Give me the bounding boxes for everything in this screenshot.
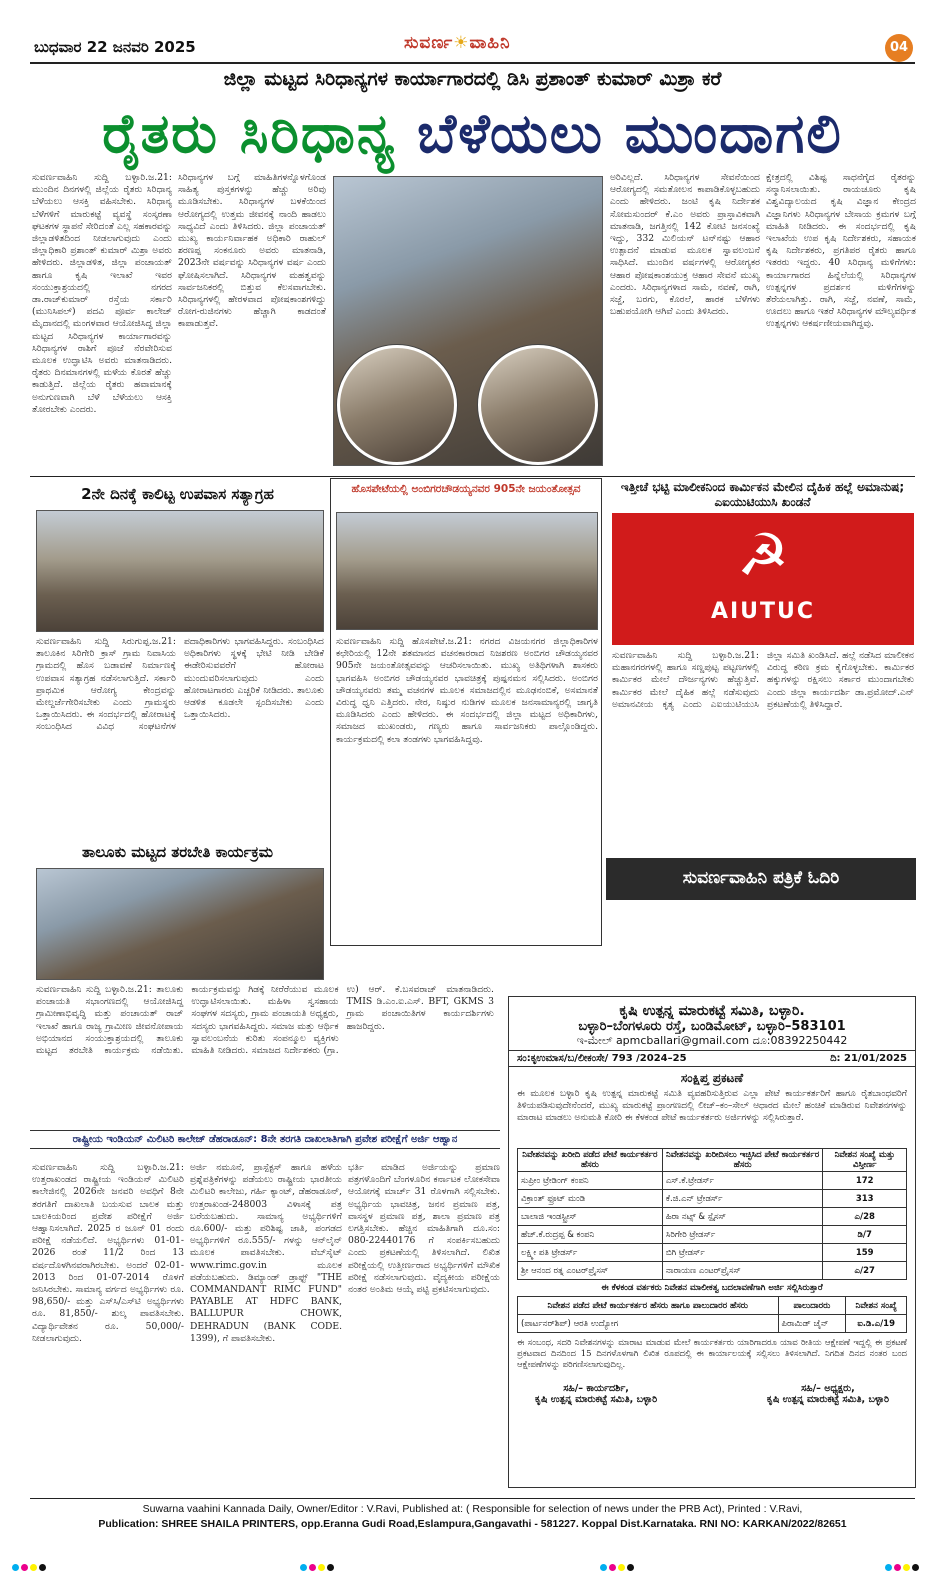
masthead <box>0 0 945 66</box>
tender2-header-plot: ನಿವೇಶನ ಸಂಖ್ಯೆ <box>846 1297 907 1315</box>
logo-sun-icon: ☀ <box>453 33 470 53</box>
table-row <box>518 1190 907 1208</box>
training-photo-fill <box>37 869 323 979</box>
seller-cell: ಬಾಲಾಜಿ ಇಂಡಸ್ಟ್ರೀಸ್ <box>518 1208 663 1226</box>
print-registration-marks-center-left <box>300 1556 336 1566</box>
buyer-cell: ಎಸ್.ಕೆ.ಟ್ರೇಡರ್ಸ್ <box>662 1172 823 1190</box>
aiutuc-logo-panel <box>612 513 914 645</box>
training-photo <box>36 868 324 980</box>
headline-part-b: ಬೆಳೆಯಲು ಮುಂದಾಗಲಿ <box>417 102 843 165</box>
training-text: ಸುವರ್ಣವಾಹಿನಿ ಸುದ್ದಿ ಬಳ್ಳಾರಿ.ಜ.21: ತಾಲೂಕು ಪಂಚಾಯತಿ ಸಭಾಂಗಣದಲ್ಲಿ ಆಯೋಜಿಸಿದ್ದ ಗ್ರಾಮೀಣಾಭಿವೃದ್ಧಿ ಮತ್ತು ಪಂಚಾಯತ್ ರಾಜ್ ಇಲಾಖೆ ಹಾಗೂ ರಾಜ್ಯ ಗ್ರಾಮೀಣ ಜೀವನೋಪಾಯ ಅಭಿಯಾನದ ಸಂಯುಕ್ತಾಶ್ರಯದಲ್ಲಿ ತಾಲೂಕು ಮಟ್ಟದ ತರಬೇತಿ ಕಾರ್ಯಕ್ರಮ ನಡೆಯಿತು. ಕಾರ್ಯಕ್ರಮವನ್ನು ಗಿಡಕ್ಕೆ ನೀರೆರೆಯುವ ಮೂಲಕ ಉದ್ಘಾಟಿಸಲಾಯಿತು. ಮಹಿಳಾ ಸ್ವಸಹಾಯ ಸಂಘಗಳ ಸದಸ್ಯರು, ಗ್ರಾಮ ಪಂಚಾಯತಿ ಅಧ್ಯಕ್ಷರು, ಸದಸ್ಯರು ಭಾಗವಹಿಸಿದ್ದರು. ಸಮಾಜ ಮತ್ತು ಆರ್ಥಿಕ ಸ್ವಾವಲಂಬನೆಯ ಕುರಿತು ಸಂಪನ್ಮೂಲ ವ್ಯಕ್ತಿಗಳು ಮಾಹಿತಿ ನೀಡಿದರು. ಸಮಾಜದ ನಿರ್ದೇಶಕರು (ಗ್ರಾ. ಉ) ಆರ್. ಕೆ.ಬಸವರಾಜ್ ಮಾತನಾಡಿದರು. TMIS ಡಿ.ಎಂ.ಐ.ಎಸ್. BFT, GKMS 3 ಗ್ರಾಮ ಪಂಚಾಯಿತಿಗಳ ಕಾರ್ಯದರ್ಶಿಗಳು ಹಾಜರಿದ್ದರು. <box>36 984 494 1057</box>
tender-header-plot: ನಿವೇಶನ ಸಂಖ್ಯೆ ಮತ್ತು ವಿಸ್ತೀರ್ಣ <box>823 1149 907 1172</box>
headline-part-a: ರೈತರು ಸಿರಿಧಾನ್ಯ <box>102 102 397 165</box>
seller-cell: ಸುಪ್ರೀಂ ಟ್ರೇಡಿಂಗ್ ಕಂಪನಿ <box>518 1172 663 1190</box>
tender-address: ಬಳ್ಳಾರಿ–ಬೆಂಗಳೂರು ರಸ್ತೆ, ಬಂಡಿಮೋಟ್, ಬಳ್ಳಾರಿ–583101 <box>578 1019 846 1034</box>
buyer-cell: ನಾರಾಯಣ ಎಂಟರ್‌ಪ್ರೈಸಸ್ <box>662 1262 823 1280</box>
owner-cell: (ಪಾರ್ಟನರ್‌ಶಿಪ್) ಆರತಿ ಉದ್ಯೋಗ <box>518 1315 779 1333</box>
lead-column-2: ಸಿರಿಧಾನ್ಯಗಳ ಬಗ್ಗೆ ಮಾಹಿತಿಗಳನ್ನೊಳಗೊಂಡ ಸಾಹಿತ್ಯ ಪುಸ್ತಕಗಳನ್ನು ಹೆಚ್ಚು ಅರಿವು ಮೂಡಿಸಬೇಕು. ಸಿರಿಧಾನ್ಯಗಳ ಬಳಕೆಯಿಂದ ಆರೋಗ್ಯದಲ್ಲಿ ಉತ್ತಮ ಜೀವನಕ್ಕೆ ನಾಂದಿ ಹಾಡಲು ಸಾಧ್ಯವಿದೆ ಎಂದು ತಿಳಿಸಿದರು. ಜಿಲ್ಲಾ ಪಂಚಾಯತ್ ಮುಖ್ಯ ಕಾರ್ಯನಿರ್ವಾಹಕ ಅಧಿಕಾರಿ ರಾಹುಲ್ ಶರಣಪ್ಪ ಸಂಕನೂರು ಅವರು ಮಾತನಾಡಿ, 2023ನೇ ವರ್ಷವನ್ನು ಸಿರಿಧಾನ್ಯಗಳ ವರ್ಷ ಎಂದು ಘೋಷಿಸಲಾಗಿದೆ. ಸಿರಿಧಾನ್ಯಗಳ ಮಹತ್ವವನ್ನು ಸಾರ್ವಜನಿಕರಲ್ಲಿ ಬಿತ್ತುವ ಕೆಲಸವಾಗಬೇಕು. ಸಿರಿಧಾನ್ಯಗಳಲ್ಲಿ ಹೇರಳವಾದ ಪೋಷಕಾಂಶಗಳಿದ್ದು ರೋಗ-ರುಜಿನಗಳು ಹೆಚ್ಚಾಗಿ ಕಾಡದಂತೆ ಕಾಪಾಡುತ್ತವೆ. <box>178 172 326 330</box>
tender-notice-body: ಈ ಮೂಲಕ ಬಳ್ಳಾರಿ ಕೃಷಿ ಉತ್ಪನ್ನ ಮಾರುಕಟ್ಟೆ ಸಮಿತಿ ವ್ಯವಹರಿಸುತ್ತಿರುವ ಎಲ್ಲಾ ಪೇಟೆ ಕಾರ್ಯಕರ್ತರಿಗೆ ಹಾಗೂ ರೈತಬಾಂಧವರಿಗೆ ತಿಳಿಯಪಡಿಸುವುದೇನೆಂದರೆ, ಮುಖ್ಯ ಮಾರುಕಟ್ಟೆ ಪ್ರಾಂಗಣದಲ್ಲಿ ಲೀಜ್–ಕಂ–ಸೇಲ್ ಆಧಾರದ ಮೇಲೆ ಹಂಚಿಕೆ ಮಾಡಿರುವ ನಿವೇಶನಗಳನ್ನು ಮಾರಾಟ ಮಾಡಲು ಅನುಮತಿ ಕೋರಿ ಈ ಕೆಳಕಂಡ ಪೇಟೆ ಕಾರ್ಯಕರ್ತರು ಅರ್ಜಿಗಳನ್ನು ಸಲ್ಲಿಸಿರುತ್ತಾರೆ. <box>517 1089 907 1124</box>
tender-table-header <box>518 1149 907 1172</box>
lead-kicker: ಜಿಲ್ಲಾ ಮಟ್ಟದ ಸಿರಿಧಾನ್ಯಗಳ ಕಾರ್ಯಾಗಾರದಲ್ಲಿ ಡಿಸಿ ಪ್ರಶಾಂತ್ ಕುಮಾರ್ ಮಿಶ್ರಾ ಕರೆ <box>223 68 722 90</box>
plot-cell: ಎ/27 <box>823 1262 907 1280</box>
seller-cell: ಶ್ರೀ ಆನಂದ ರತ್ನ ಎಂಟರ್‌ಪ್ರೈಸಸ್ <box>518 1262 663 1280</box>
hammer-sickle-icon: ☭ <box>737 521 789 589</box>
sign-right-org: ಕೃಷಿ ಉತ್ಪನ್ನ ಮಾರುಕಟ್ಟೆ ಸಮಿತಿ, ಬಳ್ಳಾರಿ <box>766 1394 889 1405</box>
lead-column-3: ಅರಿವಿಲ್ಲದೆ. ಸಿರಿಧಾನ್ಯಗಳ ಸೇವನೆಯಿಂದ ಆರೋಗ್ಯದಲ್ಲಿ ಸಮತೋಲನ ಕಾಪಾಡಿಕೊಳ್ಳಬಹುದು ಎಂದು ಹೇಳಿದರು. ಜಂಟಿ ಕೃಷಿ ನಿರ್ದೇಶಕ ಸೋಮಸುಂದರ್ ಕೆ.ಎಂ ಅವರು ಪ್ರಾಸ್ತಾವಿಕವಾಗಿ ಮಾತನಾಡಿ, ಜಗತ್ತಿನಲ್ಲಿ 142 ಕೋಟಿ ಜನಸಂಖ್ಯೆ ಇದ್ದು, 332 ಮಿಲಿಯನ್ ಟನ್‌ನಷ್ಟು ಆಹಾರ ಉತ್ಪಾದನೆ ಮಾಡುವ ಮೂಲಕ ಸ್ವಾವಲಂಬನೆ ಸಾಧಿಸಿದೆ. ಮುಂದಿನ ವರ್ಷಗಳಲ್ಲಿ ಆರೋಗ್ಯಕರ ಆಹಾರ ಪೋಷಕಾಂಶಯುಕ್ತ ಆಹಾರ ಸೇವನೆ ಮುಖ್ಯ ಎಂದರು. ಸಿರಿಧಾನ್ಯಗಳಾದ ಸಾಮೆ, ನವಣೆ, ರಾಗಿ, ಸಜ್ಜೆ, ಬರಗು, ಕೊರಲೆ, ಹಾರಕ ಬೆಳೆಗಳು ಬಹುಪಯೋಗಿ ಆಗಿವೆ ಎಂದು ತಿಳಿಸಿದರು. <box>610 172 760 318</box>
military-column-2: ಅರ್ಜಿ ನಮೂನೆ, ಪ್ರಾಸ್ಪೆಕ್ಟಸ್ ಹಾಗೂ ಹಳೆಯ ಪ್ರಶ್ನೆಪತ್ರಿಕೆಗಳನ್ನು ಪಡೆಯಲು ರಾಷ್ಟ್ರೀಯ ಭಾರತೀಯ ಮಿಲಿಟರಿ ಕಾಲೇಜು, ಗರ್ಹಿ ಕ್ಯಾಂಟ್, ಡೆಹರಾಡೂನ್, ಉತ್ತರಾಖಂಡ-248003 ವಿಳಾಸಕ್ಕೆ ಪತ್ರ ಬರೆಯಬಹುದು. ಸಾಮಾನ್ಯ ಅಭ್ಯರ್ಥಿಗಳಿಗೆ ರೂ.600/- ಮತ್ತು ಪರಿಶಿಷ್ಟ ಜಾತಿ, ಪಂಗಡದ ಅಭ್ಯರ್ಥಿಗಳಿಗೆ ರೂ.555/- ಗಳನ್ನು ಆನ್‌ಲೈನ್ ಮೂಲಕ ಪಾವತಿಸಬೇಕು. ವೆಬ್‌ಸೈಟ್ www.rimc.gov.in ಮೂಲಕ ಪಡೆಯಬಹುದು. ಡಿಮ್ಯಾಂಡ್ ಡ್ರಾಫ್ಟ್ "THE COMMANDANT RIMC FUND" PAYABLE AT HDFC BANK, BALLUPUR CHOWK, DEHRADUN (BANK CODE. 1399), ಗೆ ಪಾವತಿಸಬೇಕು. <box>190 1162 342 1344</box>
aiutuc-logo-text: AIUTUC <box>710 599 816 624</box>
subscribe-banner: ಸುವರ್ಣವಾಹಿನಿ ಪತ್ರಿಕೆ ಓದಿರಿ <box>606 858 916 900</box>
tender-email: ಇ-ಮೇಲ್ apmcballari@gmail.com ದೂ:08392250442 <box>576 1034 848 1047</box>
fast-story-text: ಸುವರ್ಣವಾಹಿನಿ ಸುದ್ದಿ ಸಿರುಗುಪ್ಪ.ಜ.21: ತಾಲೂಕಿನ ಸಿರಿಗೇರಿ ಕ್ರಾಸ್ ಗ್ರಾಮ ನಿವಾಸಿಯ ಗ್ರಾಮದಲ್ಲಿ ಹೊಸ ಬಡಾವಣೆ ನಿರ್ಮಾಣಕ್ಕೆ ಉಪವಾಸ ಸತ್ಯಾಗ್ರಹ ನಡೆಸಲಾಗುತ್ತಿದೆ. ಸರ್ಕಾರಿ ಪ್ರಾಥಮಿಕ ಆರೋಗ್ಯ ಕೇಂದ್ರವನ್ನು ಮೇಲ್ದರ್ಜೆಗೇರಿಸಬೇಕು ಎಂದು ಗ್ರಾಮಸ್ಥರು ಒತ್ತಾಯಿಸಿದರು. ಈ ಸಂದರ್ಭದಲ್ಲಿ ಹೋರಾಟಕ್ಕೆ ಸಂಬಂಧಿಸಿದ ವಿವಿಧ ಸಂಘಟನೆಗಳ ಪದಾಧಿಕಾರಿಗಳು ಭಾಗವಹಿಸಿದ್ದರು. ಸಂಬಂಧಿಸಿದ ಅಧಿಕಾರಿಗಳು ಸ್ಥಳಕ್ಕೆ ಭೇಟಿ ನೀಡಿ ಬೇಡಿಕೆ ಈಡೇರಿಸುವವರೆಗೆ ಹೋರಾಟ ಮುಂದುವರಿಸಲಾಗುವುದು ಎಂದು ಹೋರಾಟಗಾರರು ಎಚ್ಚರಿಕೆ ನೀಡಿದರು. ತಾಲೂಕು ಆಡಳಿತ ಕೂಡಲೇ ಸ್ಪಂದಿಸಬೇಕು ಎಂದು ಒತ್ತಾಯಿಸಿದರು. <box>36 636 324 733</box>
tender-sign-left <box>535 1383 657 1405</box>
sign-left-title: ಸಹಿ/– ಕಾರ್ಯದರ್ಶಿ, <box>563 1383 629 1394</box>
seller-cell: ಹೆಚ್.ಕೆ.ರುದ್ರಪ್ಪ & ಕಂಪನಿ <box>518 1226 663 1244</box>
training-title: ತಾಲೂಕು ಮಟ್ಟದ ತರಬೇತಿ ಕಾರ್ಯಕ್ರಮ <box>81 843 274 861</box>
sign-right-title: ಸಹಿ/– ಅಧ್ಯಕ್ಷರು, <box>801 1383 855 1394</box>
buyer-cell: ಕೆ.ಜಿ.ಎನ್ ಟ್ರೇಡರ್ಸ್ <box>662 1190 823 1208</box>
newspaper-logo <box>404 33 511 53</box>
page-number-badge: 04 <box>885 34 913 62</box>
tender-notice-title: ಸಂಕ್ಷಿಪ್ತ ಪ್ರಕಟಣೆ <box>680 1071 744 1085</box>
fast-story-title: 2ನೇ ದಿನಕ್ಕೆ ಕಾಲಿಟ್ಟ ಉಪವಾಸ ಸತ್ಯಾಗ್ರಹ <box>81 485 274 503</box>
table-row <box>518 1262 907 1280</box>
imprint-line-1: Suwarna vaahini Kannada Daily, Owner/Editor : V.Ravi, Published at: ( Responsible for selection of news under the PRB Act), Printed : V.Ravi, <box>142 1503 803 1515</box>
jayanti-title: ಹೊಸಪೇಟೆಯಲ್ಲಿ ಅಂಬಿಗರಚೌಡಯ್ಯನವರ 905ನೇ ಜಯಂತೋತ್ಸವ <box>351 483 581 495</box>
tender-table-2-header <box>518 1297 907 1315</box>
tender-org: ಕೃಷಿ ಉತ್ಪನ್ನ ಮಾರುಕಟ್ಟೆ ಸಮಿತಿ, ಬಳ್ಳಾರಿ. <box>619 1003 805 1019</box>
tender-table-2 <box>517 1296 907 1333</box>
tender-closing: ಈ ಸಂಬಂಧ, ಸದರಿ ನಿವೇಶನಗಳನ್ನು ಮಾರಾಟ ಮಾಡುವ ಮೇಲೆ ಕಾರ್ಯಕರ್ತರು ಯಾರಿಗಾದರೂ ಯಾವ ರೀತಿಯ ಆಕ್ಷೇಪಣೆ ಇದ್ದಲ್ಲಿ ಈ ಪ್ರಕಟಣೆ ಪ್ರಕಟವಾದ ದಿನದಿಂದ 15 ದಿನಗಳೊಳಗಾಗಿ ಲಿಖಿತ ರೂಪದಲ್ಲಿ ಈ ಕಾರ್ಯಾಲಯಕ್ಕೆ ಸಲ್ಲಿಸಲು ತಿಳಿಸಲಾಗಿದೆ. ನಿಗದಿತ ದಿನದ ನಂತರ ಬಂದ ಆಕ್ಷೇಪಣೆಗಳನ್ನು ಪರಿಗಣಿಸಲಾಗುವುದಿಲ್ಲ. <box>517 1338 907 1370</box>
tender-header-seller: ನಿವೇಶನವನ್ನು ಖರೀದಿ ಪಡೆದ ಪೇಟೆ ಕಾರ್ಯಕರ್ತರ ಹೆಸರು <box>518 1149 663 1172</box>
tender-ref-row <box>509 1050 915 1067</box>
lead-headline <box>0 102 945 166</box>
lead-inset-photo-left <box>337 345 457 465</box>
buyer-cell: ಸಿರಿಗೇರಿ ಟ್ರೇಡರ್ಸ್ <box>662 1226 823 1244</box>
lead-column-4: ಕ್ಷೇತ್ರದಲ್ಲಿ ವಿಶಿಷ್ಟ ಸಾಧನೆಗೈದ ರೈತರನ್ನು ಸನ್ಮಾನಿಸಲಾಯಿತು. ರಾಯಚೂರು ಕೃಷಿ ವಿಶ್ವವಿದ್ಯಾಲಯದ ಕೃಷಿ ವಿಜ್ಞಾನ ಕೇಂದ್ರದ ವಿಜ್ಞಾನಿಗಳು ಸಿರಿಧಾನ್ಯಗಳ ಬೇಸಾಯ ಕ್ರಮಗಳ ಬಗ್ಗೆ ಮಾಹಿತಿ ನೀಡಿದರು. ಈ ಸಂದರ್ಭದಲ್ಲಿ ಕೃಷಿ ಇಲಾಖೆಯ ಉಪ ಕೃಷಿ ನಿರ್ದೇಶಕರು, ಸಹಾಯಕ ಕೃಷಿ ನಿರ್ದೇಶಕರು, ಪ್ರಗತಿಪರ ರೈತರು ಹಾಗೂ ಇತರರು ಇದ್ದರು. 40 ಸಿರಿಧಾನ್ಯ ಮಳಿಗೆಗಳು: ಕಾರ್ಯಾಗಾರದ ಹಿನ್ನೆಲೆಯಲ್ಲಿ ಸಿರಿಧಾನ್ಯಗಳ ಉತ್ಪನ್ನಗಳ ಪ್ರದರ್ಶನ ಮಳಿಗೆಗಳನ್ನು ತೆರೆಯಲಾಗಿತ್ತು. ರಾಗಿ, ಸಜ್ಜೆ, ನವಣೆ, ಸಾಮೆ, ಊದಲು ಹಾಗೂ ಇತರೆ ಸಿರಿಧಾನ್ಯಗಳ ಮೌಲ್ಯವರ್ಧಿತ ಉತ್ಪನ್ನಗಳು ಆಕರ್ಷಣೀಯವಾಗಿದ್ದವು. <box>766 172 916 330</box>
tender2-header-partner: ಪಾಲುದಾರರು <box>778 1297 846 1315</box>
military-title: ರಾಷ್ಟ್ರೀಯ ಇಂಡಿಯನ್ ಮಿಲಿಟರಿ ಕಾಲೇಜ್ ಡೆಹರಾಡೂನ್: 8ನೇ ತರಗತಿ ದಾಖಲಾತಿಗಾಗಿ ಪ್ರವೇಶ ಪರೀಕ್ಷೆಗೆ ಅರ್ಜಿ ಆಹ್ವಾನ <box>30 1130 500 1149</box>
aiutuc-title: ಇತ್ತೀಚೆ ಭಟ್ಟಿ ಮಾಲೀಕನಿಂದ ಕಾರ್ಮಿಕನ ಮೇಲಿನ ದೈಹಿಕ ಹಲ್ಲೆ ಅಮಾನುಷ; ಎಐಯುಟಿಯುಸಿ ಖಂಡನೆ <box>620 480 905 509</box>
logo-part-a: ಸುವರ್ಣ <box>404 33 454 53</box>
table-row <box>518 1226 907 1244</box>
table-row <box>518 1172 907 1190</box>
tender-table-wrap <box>509 1146 915 1335</box>
plot-cell: ಎ/28 <box>823 1208 907 1226</box>
aiutuc-text: ಸುವರ್ಣವಾಹಿನಿ ಸುದ್ದಿ ಬಳ್ಳಾರಿ.ಜ.21: ಮಹಾನಗರಗಳಲ್ಲಿ ಹಾಗೂ ಸಣ್ಣಪುಟ್ಟ ಪಟ್ಟಣಗಳಲ್ಲಿ ಕಾರ್ಮಿಕರ ಮೇಲೆ ದೌರ್ಜನ್ಯಗಳು ಹೆಚ್ಚುತ್ತಿವೆ. ಕಾರ್ಮಿಕರ ಮೇಲೆ ದೈಹಿಕ ಹಲ್ಲೆ ನಡೆಸುವುದು ಅಮಾನವೀಯ ಕೃತ್ಯ ಎಂದು ಎಐಯುಟಿಯುಸಿ ಜಿಲ್ಲಾ ಸಮಿತಿ ಖಂಡಿಸಿದೆ. ಹಲ್ಲೆ ನಡೆಸಿದ ಮಾಲೀಕನ ವಿರುದ್ಧ ಕಠಿಣ ಕ್ರಮ ಕೈಗೊಳ್ಳಬೇಕು. ಕಾರ್ಮಿಕರ ಹಕ್ಕುಗಳನ್ನು ರಕ್ಷಿಸಲು ಸರ್ಕಾರ ಮುಂದಾಗಬೇಕು ಎಂದು ಜಿಲ್ಲಾ ಕಾರ್ಯದರ್ಶಿ ಡಾ.ಪ್ರಮೋದ್.ಎನ್ ಪ್ರಕಟಣೆಯಲ್ಲಿ ತಿಳಿಸಿದ್ದಾರೆ. <box>612 650 914 710</box>
table-row <box>518 1315 907 1333</box>
lead-inset-photo-right <box>478 345 598 465</box>
table-row <box>518 1244 907 1262</box>
plot-cell: ಡಿ/7 <box>823 1226 907 1244</box>
logo-part-b: ವಾಹಿನಿ <box>469 33 511 53</box>
jayanti-text: ಸುವರ್ಣವಾಹಿನಿ ಸುದ್ದಿ ಹೊಸಪೇಟೆ.ಜ.21: ನಗರದ ವಿಜಯನಗರ ಜಿಲ್ಲಾಧಿಕಾರಿಗಳ ಕಛೇರಿಯಲ್ಲಿ 12ನೇ ಶತಮಾನದ ವಚನಕಾರರಾದ ನಿಜಶರಣ ಅಂಬಿಗರ ಚೌಡಯ್ಯನವರ 905ನೇ ಜಯಂತೋತ್ಸವವನ್ನು ಆಚರಿಸಲಾಯಿತು. ಮುಖ್ಯ ಅತಿಥಿಗಳಾಗಿ ಶಾಸಕರು ಭಾಗವಹಿಸಿ ಅಂಬಿಗರ ಚೌಡಯ್ಯನವರ ಭಾವಚಿತ್ರಕ್ಕೆ ಪುಷ್ಪನಮನ ಸಲ್ಲಿಸಿದರು. ಅಂಬಿಗರ ಚೌಡಯ್ಯನವರು ತಮ್ಮ ವಚನಗಳ ಮೂಲಕ ಸಮಾಜದಲ್ಲಿನ ಮೂಢನಂಬಿಕೆ, ಅಸಮಾನತೆ ವಿರುದ್ಧ ಧ್ವನಿ ಎತ್ತಿದರು. ನೇರ, ನಿಷ್ಠುರ ನುಡಿಗಳ ಮೂಲಕ ಜನಸಾಮಾನ್ಯರಲ್ಲಿ ಜಾಗೃತಿ ಮೂಡಿಸಿದರು ಎಂದು ಹೇಳಿದರು. ಈ ಸಂದರ್ಭದಲ್ಲಿ ಜಿಲ್ಲಾ ಮಟ್ಟದ ಅಧಿಕಾರಿಗಳು, ಸಮಾಜದ ಮುಖಂಡರು, ಗಣ್ಯರು ಹಾಗೂ ಸಾರ್ವಜನಿಕರು ಪಾಲ್ಗೊಂಡಿದ್ದರು. ಕಾರ್ಯಕ್ರಮದಲ್ಲಿ ಕಲಾ ತಂಡಗಳು ಭಾಗವಹಿಸಿದ್ದವು. <box>336 636 598 745</box>
plot-cell: ಐ.ಡಿ.ಎ/19 <box>846 1315 907 1333</box>
tender-notice <box>508 996 916 1488</box>
masthead-rule <box>30 62 915 64</box>
tender-header-buyer: ನಿವೇಶನವನ್ನು ಖರೀದಿಸಲು ಇಚ್ಛಿಸಿದ ಪೇಟೆ ಕಾರ್ಯಕರ್ತರ ಹೆಸರು <box>662 1149 823 1172</box>
tender-date: ದಿ: 21/01/2025 <box>830 1053 907 1064</box>
plot-cell: 313 <box>823 1190 907 1208</box>
jayanti-photo <box>336 512 598 630</box>
plot-cell: 172 <box>823 1172 907 1190</box>
tender-table <box>517 1148 907 1280</box>
section-rule <box>30 476 915 477</box>
fast-story-photo <box>36 510 324 632</box>
military-column-3: ಭರ್ತಿ ಮಾಡಿದ ಅರ್ಜಿಯನ್ನು ಪ್ರಮಾಣ ಪತ್ರಗಳೊಂದಿಗೆ ಬೆಂಗಳೂರಿನ ಕರ್ನಾಟಕ ಲೋಕಸೇವಾ ಆಯೋಗಕ್ಕೆ ಮಾರ್ಚ್ 31 ರೊಳಗಾಗಿ ಸಲ್ಲಿಸಬೇಕು. ಅಭ್ಯರ್ಥಿಯ ಭಾವಚಿತ್ರ, ಜನನ ಪ್ರಮಾಣ ಪತ್ರ, ವಾಸಸ್ಥಳ ಪ್ರಮಾಣ ಪತ್ರ, ಶಾಲಾ ಪ್ರಮಾಣ ಪತ್ರ ಲಗತ್ತಿಸಬೇಕು. ಹೆಚ್ಚಿನ ಮಾಹಿತಿಗಾಗಿ ದೂ.ಸಂ: 080-22440176 ಗೆ ಸಂಪರ್ಕಿಸಬಹುದು ಎಂದು ಪ್ರಕಟಣೆಯಲ್ಲಿ ತಿಳಿಸಲಾಗಿದೆ. ಲಿಖಿತ ಪರೀಕ್ಷೆಯಲ್ಲಿ ಉತ್ತೀರ್ಣರಾದ ಅಭ್ಯರ್ಥಿಗಳಿಗೆ ಮೌಖಿಕ ಪರೀಕ್ಷೆ ನಡೆಸಲಾಗುವುದು. ವೈದ್ಯಕೀಯ ಪರೀಕ್ಷೆಯ ನಂತರ ಅಂತಿಮ ಆಯ್ಕೆ ಪಟ್ಟಿ ಪ್ರಕಟಿಸಲಾಗುವುದು. <box>348 1162 500 1296</box>
tender-sign-right <box>767 1383 889 1405</box>
issue-date: ಬುಧವಾರ 22 ಜನವರಿ 2025 <box>34 38 196 56</box>
footer-rule <box>30 1498 915 1499</box>
tender2-header-owner: ನಿವೇಶನ ಪಡೆದ ಪೇಟೆ ಕಾರ್ಯಕರ್ತರ ಹೆಸರು ಹಾಗೂ ಪಾಲುದಾರರ ಹೆಸರು <box>518 1297 779 1315</box>
tender-signatures <box>509 1379 915 1409</box>
partner-cell: ಪಿರಾಮಿಡ್ ಚೈನ್ <box>778 1315 846 1333</box>
print-registration-marks-right <box>885 1556 921 1566</box>
buyer-cell: ಹಿರಾ ನಟ್ಸ್ & ಸ್ಪೈಸಸ್ <box>662 1208 823 1226</box>
tender-mid-note: ಈ ಕೆಳಕಂಡ ವರ್ತಕರು ನಿವೇಶನ ಮಾಲೀಕತ್ವ ಬದಲಾವಣೆಗಾಗಿ ಅರ್ಜಿ ಸಲ್ಲಿಸಿರುತ್ತಾರೆ <box>601 1283 823 1293</box>
tender-ref: ಸಂ:ಕೃಉಮಾಸ/ಬ/ಲೀಕಂಸೇ/ 793 /2024–25 <box>517 1053 687 1064</box>
jayanti-photo-fill <box>337 513 597 629</box>
military-column-1: ಸುವರ್ಣವಾಹಿನಿ ಸುದ್ದಿ ಬಳ್ಳಾರಿ.ಜ.21: ಉತ್ತರಾಖಂಡದ ರಾಷ್ಟ್ರೀಯ ಇಂಡಿಯನ್ ಮಿಲಿಟರಿ ಕಾಲೇಜಿನಲ್ಲಿ 2026ನೇ ಜನವರಿ ಅವಧಿಗೆ 8ನೇ ತರಗತಿಗೆ ದಾಖಲಾತಿ ಬಯಸುವ ಬಾಲಕ ಮತ್ತು ಬಾಲಕಿಯರಿಂದ ಪ್ರವೇಶ ಪರೀಕ್ಷೆಗೆ ಅರ್ಜಿ ಆಹ್ವಾನಿಸಲಾಗಿದೆ. 2025 ರ ಜೂನ್ 01 ರಂದು ಪರೀಕ್ಷೆ ನಡೆಯಲಿದೆ. ಅಭ್ಯರ್ಥಿಗಳು 01-01-2026 ರಂತೆ 11/2 ರಿಂದ 13 ವರ್ಷದೊಳಗಿನವರಾಗಿರಬೇಕು. ಅಂದರೆ 02-01-2013 ರಿಂದ 01-07-2014 ರೊಳಗೆ ಜನಿಸಿರಬೇಕು. ಸಾಮಾನ್ಯ ವರ್ಗದ ಅಭ್ಯರ್ಥಿಗಳು ರೂ. 98,650/- ಮತ್ತು ಎಸ್‌ಸಿ/ಎಸ್‌ಟಿ ಅಭ್ಯರ್ಥಿಗಳು ರೂ. 81,850/- ಶುಲ್ಕ ಪಾವತಿಸಬೇಕು. ವಿದ್ಯಾರ್ಥಿವೇತನ ರೂ. 50,000/- ನೀಡಲಾಗುವುದು. <box>32 1162 184 1344</box>
print-registration-marks-left <box>12 1556 48 1566</box>
plot-cell: 159 <box>823 1244 907 1262</box>
lead-column-1: ಸುವರ್ಣವಾಹಿನಿ ಸುದ್ದಿ ಬಳ್ಳಾರಿ.ಜ.21: ಮುಂದಿನ ದಿನಗಳಲ್ಲಿ ಜಿಲ್ಲೆಯ ರೈತರು ಸಿರಿಧಾನ್ಯ ಬೆಳೆಯಲು ಆಸಕ್ತಿ ವಹಿಸಬೇಕು. ಸಿರಿಧಾನ್ಯ ಬೆಳೆಗಳಿಗೆ ಮಾರುಕಟ್ಟೆ ವ್ಯವಸ್ಥೆ ಸಂಸ್ಕರಣಾ ಘಟಕಗಳ ಸ್ಥಾಪನೆ ಸೇರಿದಂತೆ ಎಲ್ಲ ಸಹಕಾರವನ್ನು ಜಿಲ್ಲಾಡಳಿತದಿಂದ ನೀಡಲಾಗುವುದು ಎಂದು ಜಿಲ್ಲಾಧಿಕಾರಿ ಪ್ರಶಾಂತ್ ಕುಮಾರ್ ಮಿಶ್ರಾ ಅವರು ಹೇಳಿದರು. ಜಿಲ್ಲಾಡಳಿತ, ಜಿಲ್ಲಾ ಪಂಚಾಯತ್ ಹಾಗೂ ಕೃಷಿ ಇಲಾಖೆ ಇವರ ಸಂಯುಕ್ತಾಶ್ರಯದಲ್ಲಿ ನಗರದ ಡಾ.ರಾಜ್‌ಕುಮಾರ್ ರಸ್ತೆಯ ಸರ್ಕಾರಿ (ಮುನಿಸಿಪಲ್) ಪದವಿ ಪೂರ್ವ ಕಾಲೇಜ್ ಮೈದಾನದಲ್ಲಿ ಮಂಗಳವಾರ ಆಯೋಜಿಸಿದ್ದ ಜಿಲ್ಲಾ ಮಟ್ಟದ ಸಿರಿಧಾನ್ಯಗಳ ಕಾರ್ಯಾಗಾರವನ್ನು ಸಿರಿಧಾನ್ಯಗಳ ರಾಶಿಗೆ ಪೂಜೆ ನೆರವೇರಿಸುವ ಮೂಲಕ ಉದ್ಘಾಟಿಸಿ ಅವರು ಮಾತನಾಡಿದರು. ರೈತರು ದಿನಮಾನಗಳಲ್ಲಿ ಮಳೆಯ ಕೊರತೆ ಹೆಚ್ಚು ಕಾಡುತ್ತಿದೆ. ಜಿಲ್ಲೆಯ ರೈತರು ಹವಾಮಾನಕ್ಕೆ ಅನುಗುಣವಾಗಿ ಬೆಳೆ ಬೆಳೆಯಲು ಆಸಕ್ತಿ ತೋರಬೇಕು ಎಂದರು. <box>32 172 172 415</box>
imprint-line-2: Publication: SHREE SHAILA PRINTERS, opp.Eranna Gudi Road,Eslampura,Gangavathi - 581227. Koppal Dist.Karnataka. RNI NO: KARKAN/2022/82651 <box>98 1518 847 1530</box>
sign-left-org: ಕೃಷಿ ಉತ್ಪನ್ನ ಮಾರುಕಟ್ಟೆ ಸಮಿತಿ, ಬಳ್ಳಾರಿ <box>535 1394 658 1405</box>
seller-cell: ವಿಕ್ರಾಂತ್ ಫ್ರೂಟ್ ಮಂಡಿ <box>518 1190 663 1208</box>
fast-story-photo-fill <box>37 511 323 631</box>
table-row <box>518 1208 907 1226</box>
buyer-cell: ಬಿಗಿ ಟ್ರೇಡರ್ಸ್ <box>662 1244 823 1262</box>
seller-cell: ಲಕ್ಷ್ಮೀ ಪತಿ ಟ್ರೇಡರ್ಸ್ <box>518 1244 663 1262</box>
print-registration-marks-center-right <box>600 1556 636 1566</box>
imprint-footer <box>0 1502 945 1532</box>
